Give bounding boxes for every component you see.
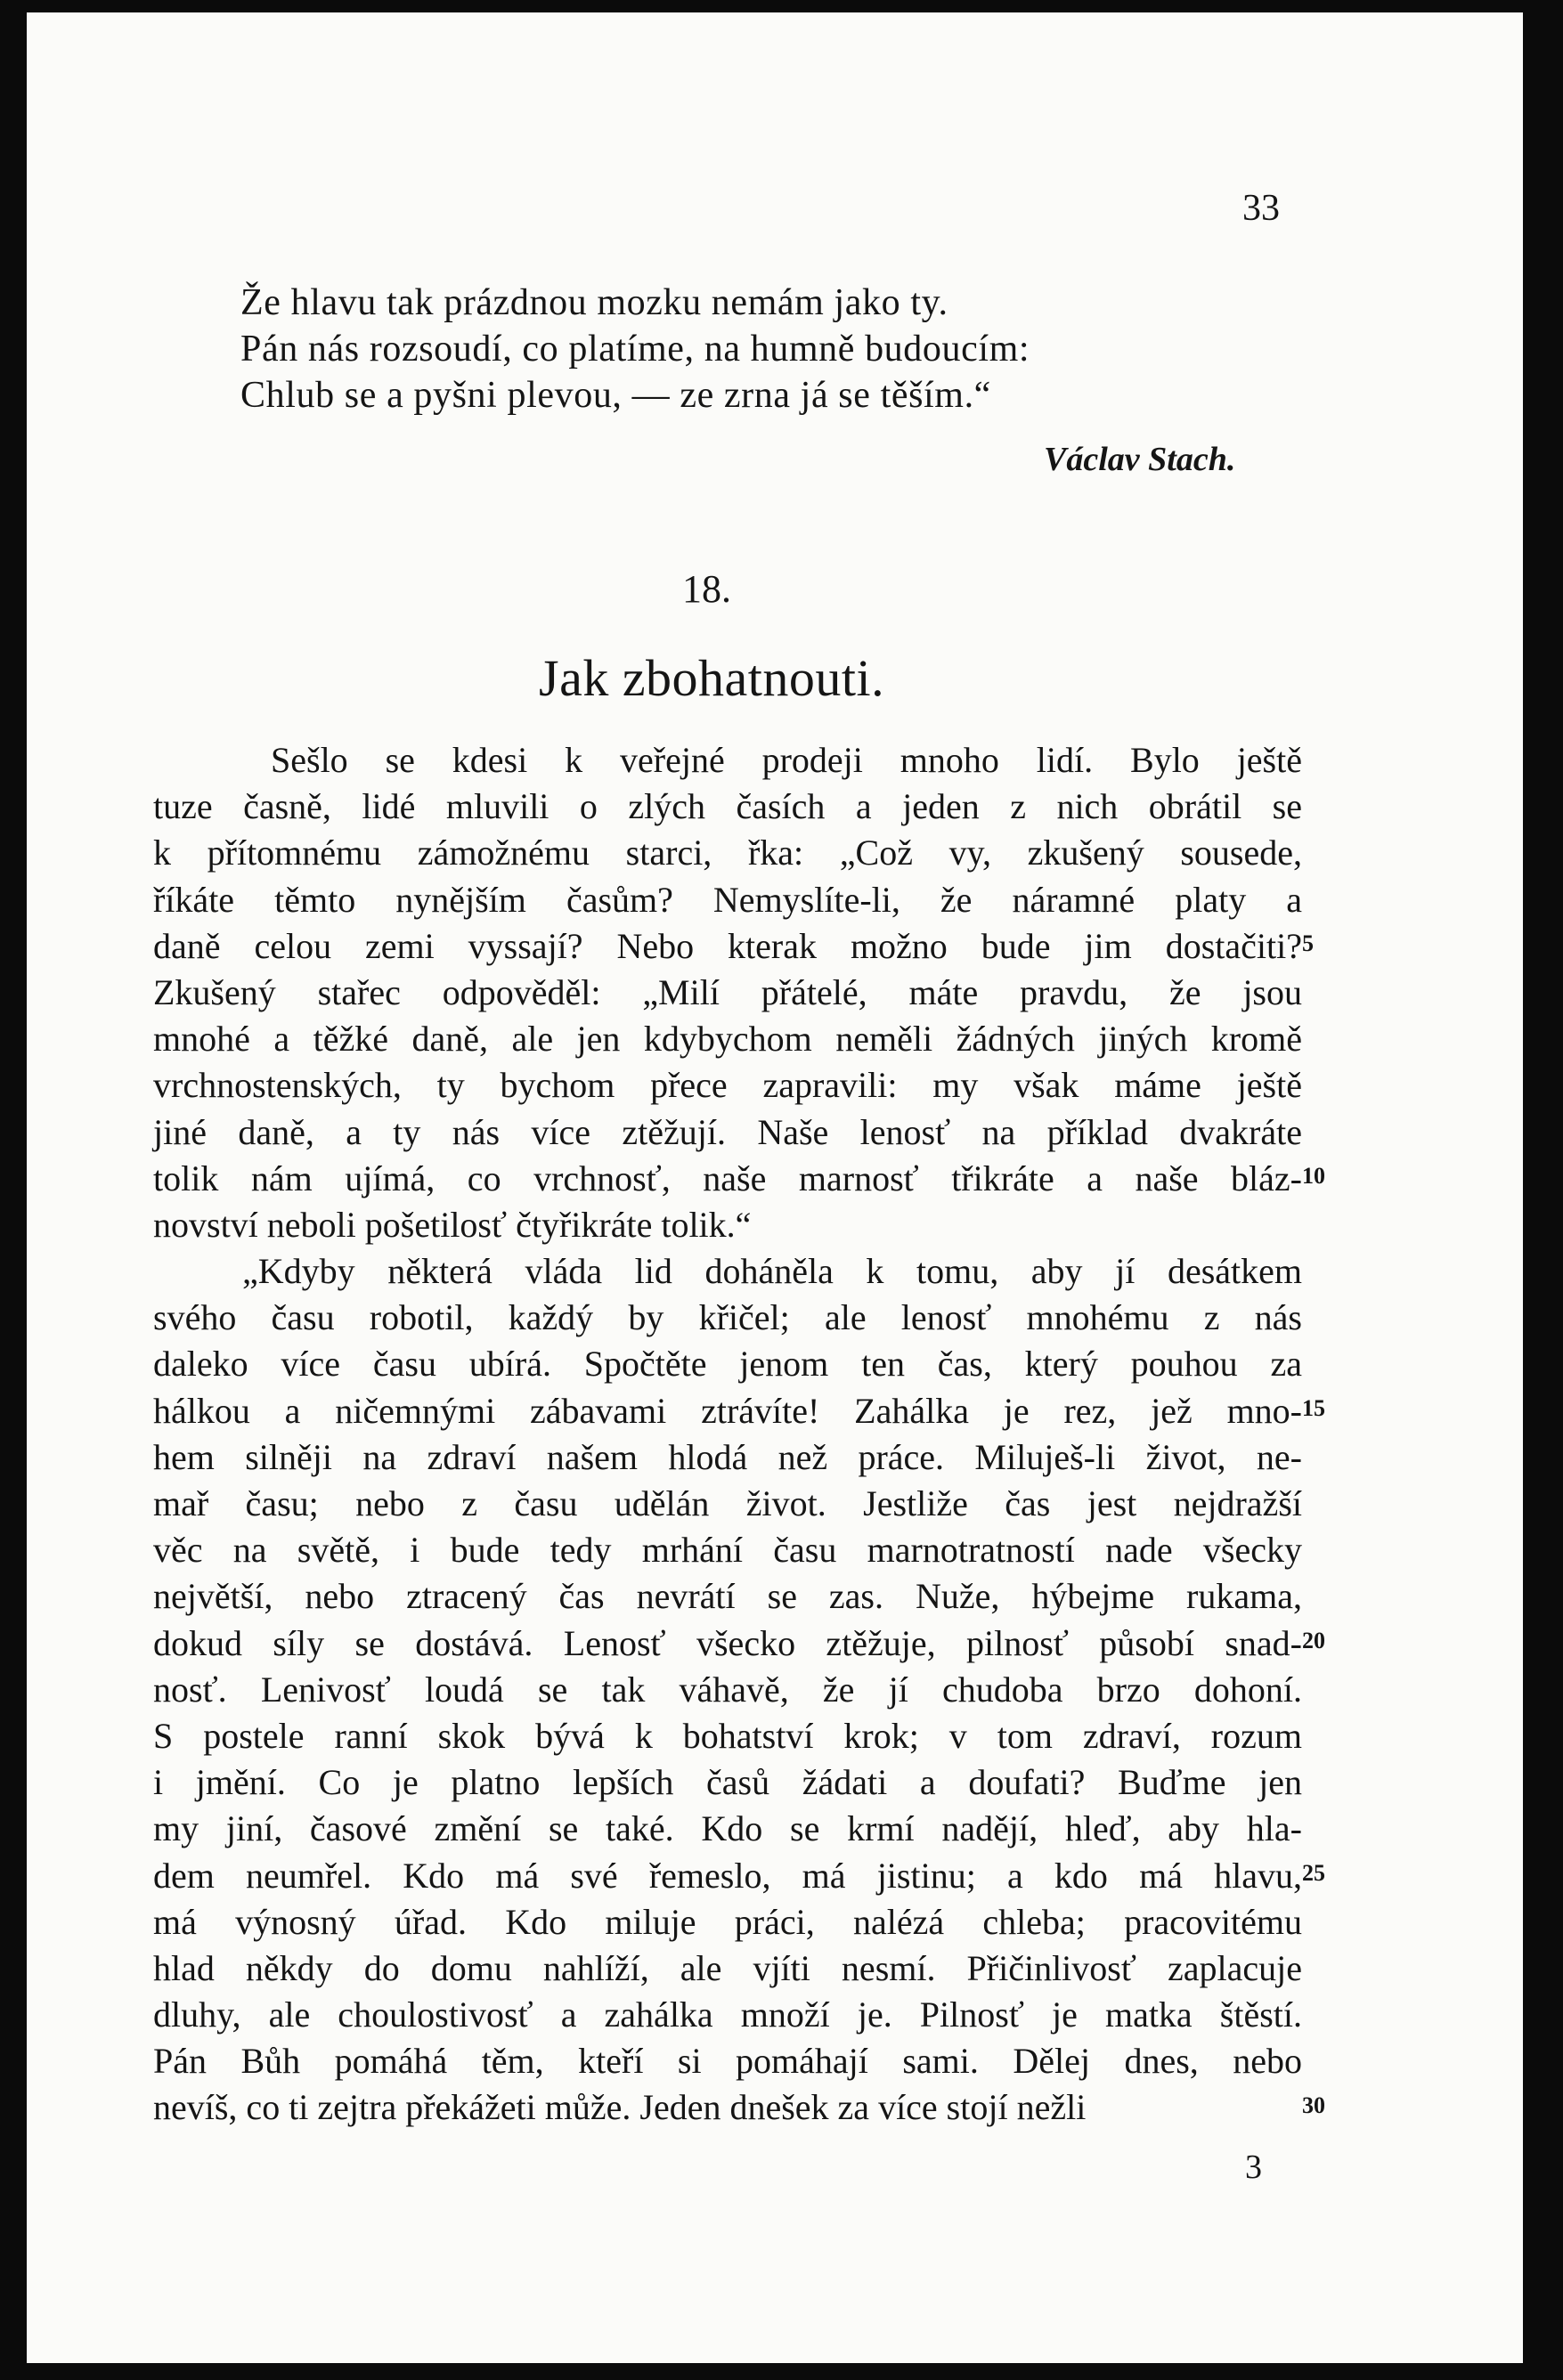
text-line: nosť. Lenivosť loudá se tak váhavě, že jí chudoba brzo dohoní. <box>153 1669 1302 1710</box>
text-line: věc na světě, i bude tedy mrhání času marnotratností nade všecky <box>153 1530 1302 1571</box>
section-title: Jak zbohatnouti. <box>539 649 885 707</box>
text-line: vrchnostenských, ty bychom přece zapravili: my však máme ještě <box>153 1065 1302 1106</box>
text-line: dem neumřel. Kdo má své řemeslo, má jistinu; a kdo má hlavu, <box>153 1855 1302 1896</box>
text-line: Pán Bůh pomáhá těm, kteří si pomáhají sami. Dělej dnes, nebo <box>153 2041 1302 2082</box>
text-line: Sešlo se kdesi k veřejné prodeji mnoho lidí. Bylo ještě <box>271 740 1302 780</box>
text-line: říkáte těmto nynějším časům? Nemyslíte-li, že náramné platy a <box>153 879 1302 920</box>
text-line: hálkou a ničemnými zábavami ztrávíte! Zahálka je rez, jež mno- <box>153 1390 1302 1431</box>
poem-line: Pán nás rozsoudí, co platíme, na humně budoucím: <box>240 329 1030 370</box>
line-marker: 20 <box>1302 1627 1325 1653</box>
text-line: mnohé a těžké daně, ale jen kdybychom neměli žádných jiných kromě <box>153 1019 1302 1060</box>
text-line: Zkušený stařec odpověděl: „Milí přátelé, máte pravdu, že jsou <box>153 971 1302 1012</box>
line-marker: 15 <box>1302 1394 1325 1421</box>
text-line: S postele ranní skok bývá k bohatství krok; v tom zdraví, rozum <box>153 1715 1302 1756</box>
text-line: „Kdyby některá vláda lid doháněla k tomu, aby jí desátkem <box>242 1251 1302 1292</box>
text-line: svého času robotil, každý by křičel; ale lenosť mnohému z nás <box>153 1297 1302 1338</box>
line-marker: 30 <box>1302 2092 1325 2118</box>
text-line: daně celou zemi vyssají? Nebo kterak možno bude jim dostačiti? <box>153 925 1302 966</box>
text-line: nevíš, co ti zejtra překážeti může. Jeden dnešek za více stojí nežli <box>153 2087 1087 2128</box>
text-line: má výnosný úřad. Kdo miluje práci, nalézá chleba; pracovitému <box>153 1901 1302 1942</box>
line-marker: 5 <box>1302 930 1314 956</box>
line-marker: 10 <box>1302 1162 1325 1189</box>
text-line: tuze časně, lidé mluvili o zlých časích a jeden z nich obrátil se <box>153 786 1302 827</box>
book-page <box>27 12 1523 2363</box>
text-line: k přítomnému zámožnému starci, řka: „Což vy, zkušený sousede, <box>153 833 1302 873</box>
text-line: my jiní, časové změní se také. Kdo se krmí nadějí, hleď, aby hla- <box>153 1808 1302 1849</box>
text-line: jiné daně, a ty nás více ztěžují. Naše lenosť na příklad dvakráte <box>153 1111 1302 1152</box>
signature-mark: 3 <box>1245 2148 1262 2186</box>
text-line: dokud síly se dostává. Lenosť všecko ztěžuje, pilnosť působí snad- <box>153 1622 1302 1663</box>
body-text <box>153 737 1302 2132</box>
text-line: hlad někdy do domu nahlíží, ale vjíti nesmí. Přičinlivosť zaplacuje <box>153 1947 1302 1988</box>
text-line: daleko více času ubírá. Spočtěte jenom ten čas, který pouhou za <box>153 1344 1302 1385</box>
text-line: největší, nebo ztracený čas nevrátí se zas. Nuže, hýbejme rukama, <box>153 1576 1302 1617</box>
text-line: i jmění. Co je platno lepších časů žádati a doufati? Buďme jen <box>153 1762 1302 1803</box>
text-line: hem silněji na zdraví našem hlodá než práce. Miluješ-li život, ne- <box>153 1436 1302 1477</box>
text-line: tolik nám ujímá, co vrchnosť, naše marnosť třikráte a naše bláz- <box>153 1158 1302 1198</box>
text-line: novství neboli pošetilosť čtyřikráte tolik.“ <box>153 1204 752 1245</box>
text-line: mař času; nebo z času udělán život. Jestliže čas jest nejdražší <box>153 1483 1302 1523</box>
poem-line: Že hlavu tak prázdnou mozku nemám jako ty. <box>240 282 948 323</box>
text-line: dluhy, ale choulostivosť a zahálka množí je. Pilnosť je matka štěstí. <box>153 1994 1302 2035</box>
poem-author: Václav Stach. <box>1044 441 1236 478</box>
page-number: 33 <box>1242 188 1280 229</box>
poem-line: Chlub se a pyšni plevou, — ze zrna já se těším.“ <box>240 375 991 416</box>
section-number: 18. <box>682 567 731 611</box>
line-marker: 25 <box>1302 1859 1325 1886</box>
